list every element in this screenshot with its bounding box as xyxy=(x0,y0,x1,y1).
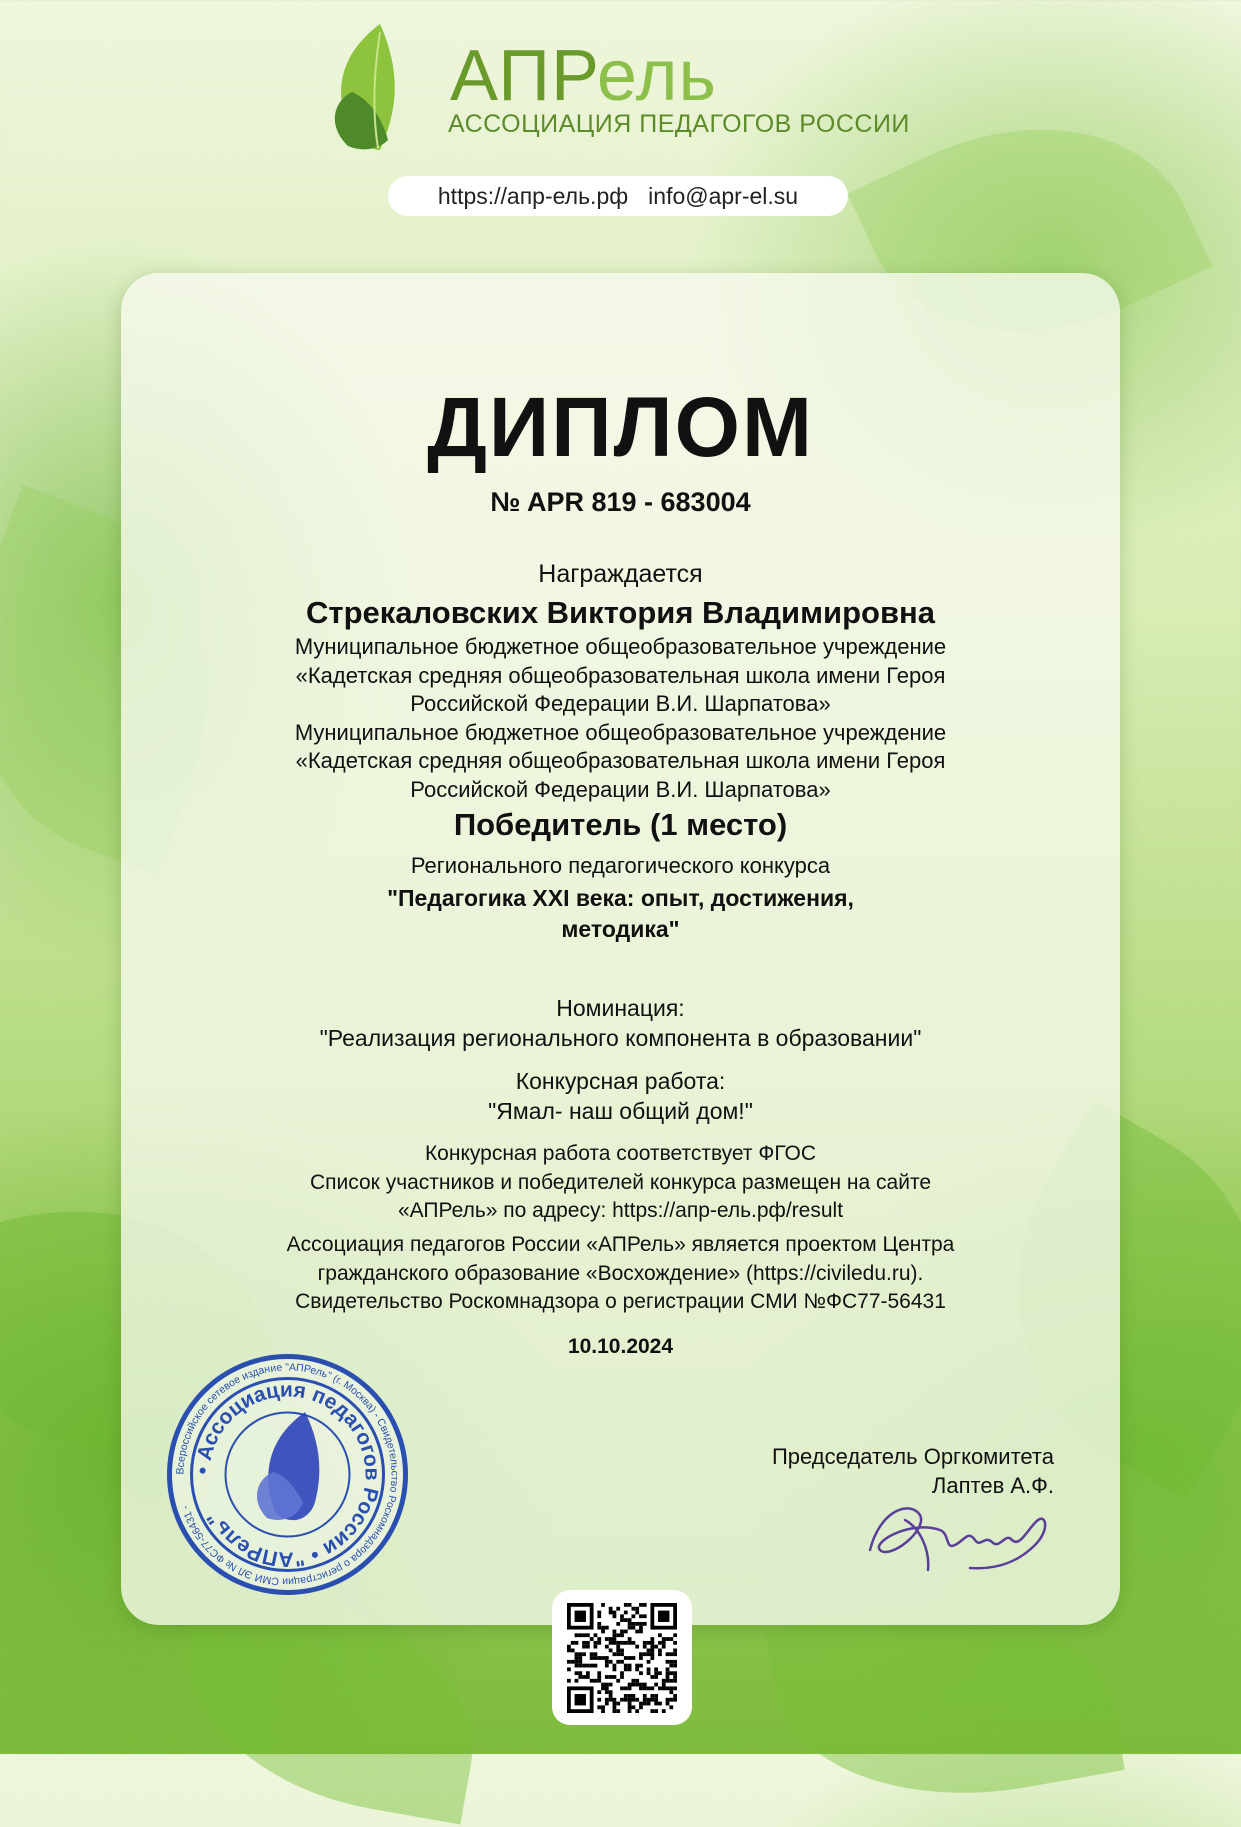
organization xyxy=(121,633,1120,804)
signer-name: Лаптев А.Ф. xyxy=(931,1473,1054,1498)
stamp-icon xyxy=(165,1352,410,1597)
place: Победитель (1 место) xyxy=(453,807,788,842)
logo-main: АПР xyxy=(450,36,597,116)
organization-line: Российской Федерации В.И. Шарпатова» xyxy=(410,691,831,716)
nomination-value: "Реализация регионального компонента в образовании" xyxy=(319,1025,922,1051)
contacts-pill xyxy=(388,176,848,216)
association-line: Свидетельство Роскомнадзора о регистрации СМИ №ФС77-56431 xyxy=(295,1290,946,1313)
recipient-name: Стрекаловских Виктория Владимировна xyxy=(306,595,935,630)
website-link[interactable]: https://апр-ель.рф xyxy=(437,182,629,209)
header xyxy=(0,0,1241,240)
signature-icon xyxy=(850,1490,1070,1580)
qr-code[interactable] xyxy=(552,1590,692,1725)
info-line: Конкурсная работа соответствует ФГОС xyxy=(424,1142,817,1165)
logo-subtitle: АССОЦИАЦИЯ ПЕДАГОГОВ РОССИИ xyxy=(448,110,910,138)
nomination-label: Номинация: xyxy=(556,995,685,1021)
association-line: Ассоциация педагогов России «АПРель» является проектом Центра xyxy=(286,1233,955,1256)
info-block xyxy=(121,1140,1120,1226)
organization-line: «Кадетская средняя общеобразовательная школа имени Героя xyxy=(295,662,946,688)
association-line: гражданского образование «Восхождение» (https://civiledu.ru). xyxy=(317,1261,924,1285)
stamp-inner-text: • Ассоциация педагогов России • "АПРель" xyxy=(191,1378,384,1571)
stamp-outer-text: Всероссийское сетевое издание "АПРель" (г. Москва) - Свидетельство Роскомнадзора о регистрации СМИ ЭЛ № ФС77-56431 - xyxy=(174,1361,401,1588)
awarded-label: Награждается xyxy=(538,560,703,588)
logo-leaf-icon xyxy=(322,22,418,152)
contest-name-line: "Педагогика XXI века: опыт, достижения, xyxy=(387,885,854,911)
info-line: Список участников и победителей конкурса размещен на сайте xyxy=(309,1170,932,1194)
logo-title xyxy=(450,36,718,116)
contest-name xyxy=(121,883,1120,945)
work-value: "Ямал- наш общий дом!" xyxy=(488,1098,753,1124)
organization-line: Муниципальное бюджетное общеобразовательное учреждение xyxy=(294,634,947,659)
qr-code-icon xyxy=(567,1603,677,1713)
contest-type: Регионального педагогического конкурса xyxy=(410,853,831,878)
work-label: Конкурсная работа: xyxy=(515,1068,726,1094)
diploma-number: № APR 819 - 683004 xyxy=(490,487,751,517)
logo-suffix: ель xyxy=(596,36,718,116)
issue-date: 10.10.2024 xyxy=(567,1335,674,1358)
diploma-title: ДИПЛОМ xyxy=(427,380,814,474)
organization-line: Российской Федерации В.И. Шарпатова» xyxy=(410,776,831,802)
organization-line: «Кадетская средняя общеобразовательная школа имени Героя xyxy=(295,748,946,773)
association-block xyxy=(121,1231,1120,1317)
contest-name-line: методика" xyxy=(561,916,680,942)
organization-line: Муниципальное бюджетное общеобразовательное учреждение xyxy=(294,719,947,745)
signer-title: Председатель Оргкомитета xyxy=(771,1444,1054,1469)
email-link[interactable]: info@apr-el.su xyxy=(648,182,799,209)
info-line: «АПРель» по адресу: https://апр-ель.рф/result xyxy=(397,1199,844,1222)
